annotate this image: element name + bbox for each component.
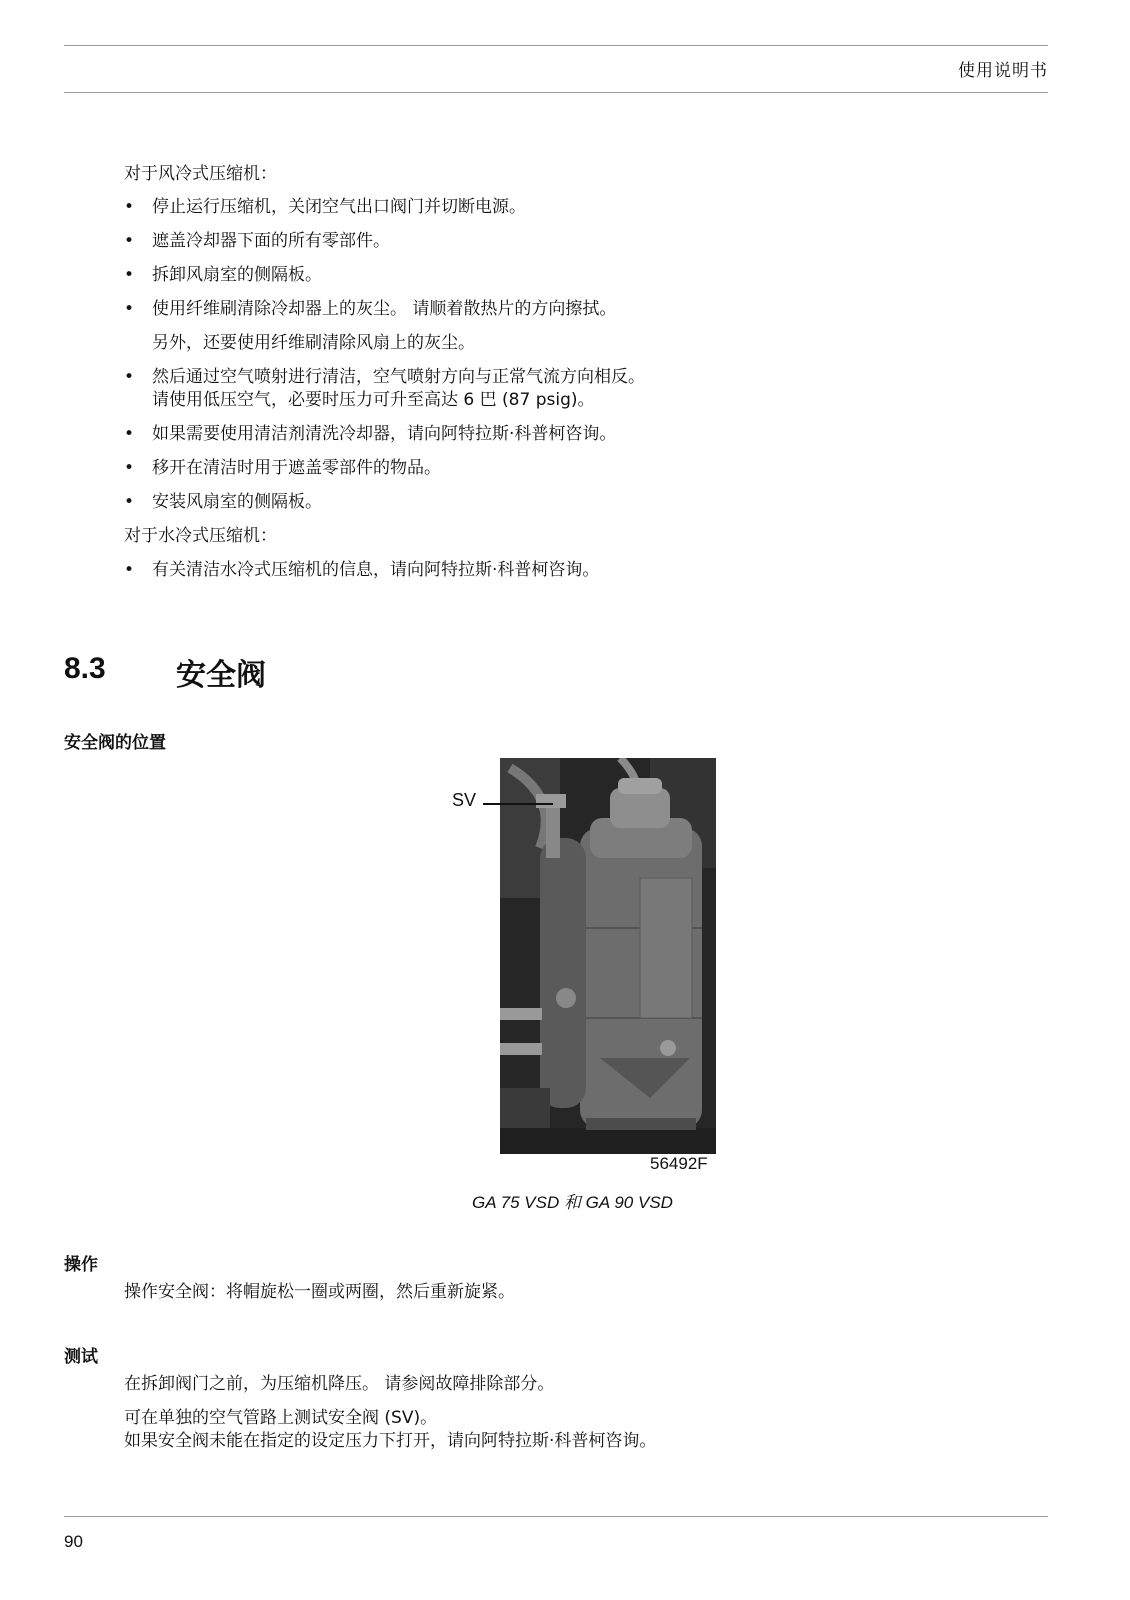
list-item-continuation: 请使用低压空气，必要时压力可升至高达 6 巴 (87 psig)。: [152, 390, 595, 410]
header-title: 使用说明书: [958, 61, 1048, 81]
location-heading: 安全阀的位置: [64, 733, 166, 753]
figure-code: 56492F: [650, 1154, 708, 1173]
list-item-text: 安装风扇室的侧隔板。: [152, 492, 322, 512]
list-item-text: 如果需要使用清洁剂清洗冷却器，请向阿特拉斯·科普柯咨询。: [152, 424, 617, 444]
list-item-text: 然后通过空气喷射进行清洁，空气喷射方向与正常气流方向相反。: [152, 367, 645, 387]
safety-valve-photo: [500, 758, 716, 1154]
list-item-text: 遮盖冷却器下面的所有零部件。: [152, 231, 390, 251]
list-item: [124, 230, 390, 252]
testing-heading: 测试: [64, 1347, 98, 1367]
header-bottom-rule: [64, 92, 1048, 93]
list-item-text: 有关清洁水冷式压缩机的信息，请向阿特拉斯·科普柯咨询。: [152, 560, 600, 580]
operation-text: 操作安全阀：将帽旋松一圈或两圈，然后重新旋紧。: [124, 1282, 515, 1302]
bullet-dot: •: [124, 560, 135, 580]
list-item-text: 拆卸风扇室的侧隔板。: [152, 265, 322, 285]
page-number: 90: [64, 1532, 83, 1551]
figure-caption: GA 75 VSD 和 GA 90 VSD: [472, 1193, 673, 1212]
bullet-dot: •: [124, 424, 135, 444]
header-top-rule: [64, 45, 1048, 46]
bullet-dot: •: [124, 458, 135, 478]
testing-line-1: 在拆卸阀门之前，为压缩机降压。 请参阅故障排除部分。: [124, 1374, 555, 1394]
section-number: 8.3: [64, 652, 106, 685]
bullet-dot: •: [124, 367, 135, 387]
bullet-dot: •: [124, 197, 135, 217]
list-item: [124, 457, 441, 479]
list-item-text: 停止运行压缩机，关闭空气出口阀门并切断电源。: [152, 197, 526, 217]
sv-callout-line: [483, 803, 553, 805]
testing-line-2: 可在单独的空气管路上测试安全阀 (SV)。: [124, 1408, 438, 1428]
bullet-dot: •: [124, 231, 135, 251]
bullet-dot: •: [124, 265, 135, 285]
compressor-illustration: [500, 758, 716, 1154]
bullet-dot: •: [124, 299, 135, 319]
footer-rule: [64, 1516, 1048, 1517]
testing-line-3: 如果安全阀未能在指定的设定压力下打开，请向阿特拉斯·科普柯咨询。: [124, 1431, 657, 1451]
air-cooled-intro: 对于风冷式压缩机：: [124, 164, 277, 184]
list-item-continuation: 另外，还要使用纤维刷清除风扇上的灰尘。: [152, 333, 475, 353]
list-item: [124, 559, 599, 581]
sv-callout-label: SV: [452, 790, 477, 810]
list-item: [124, 298, 616, 320]
list-item: [124, 491, 322, 513]
operation-heading: 操作: [64, 1255, 98, 1275]
water-cooled-intro: 对于水冷式压缩机：: [124, 526, 277, 546]
list-item: [124, 423, 616, 445]
list-item: [124, 366, 645, 388]
section-title: 安全阀: [176, 658, 266, 693]
bullet-dot: •: [124, 492, 135, 512]
list-item-text: 移开在清洁时用于遮盖零部件的物品。: [152, 458, 441, 478]
list-item-text: 使用纤维刷清除冷却器上的灰尘。 请顺着散热片的方向擦拭。: [152, 299, 617, 319]
list-item: [124, 264, 322, 286]
list-item: [124, 196, 526, 218]
